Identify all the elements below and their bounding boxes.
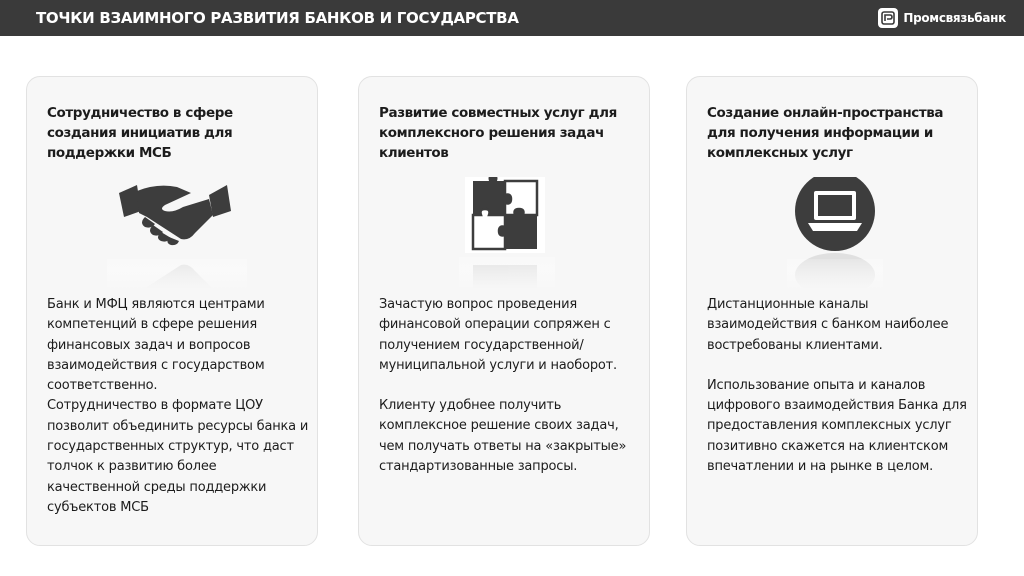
header-bar	[0, 0, 1024, 36]
card-paragraph: Использование опыта и каналов цифрового взаимодействия Банка для предоставления комплексных услуг позитивно скажется на клиентском впечатлении и на рынке в целом.	[707, 377, 967, 475]
card-body	[47, 295, 309, 518]
card-paragraph: Банк и МФЦ являются центрами компетенций в сфере решения финансовых задач и вопросов взаимодействия с государством соответственно.	[47, 297, 265, 394]
card-paragraph: Дистанционные каналы взаимодействия с банком наиболее востребованы клиентами.	[707, 297, 949, 353]
card-paragraph: Зачастую вопрос проведения финансовой операции сопряжен с получением государственной/ муниципальной услуги и наоборот.	[379, 297, 617, 373]
card-msb-support	[26, 76, 318, 546]
laptop-icon	[687, 177, 977, 289]
brand-name: Промсвязьбанк	[903, 11, 1006, 25]
card-joint-services	[358, 76, 650, 546]
card-title: Создание онлайн-пространства для получения информации и комплексных услуг	[707, 105, 944, 161]
puzzle-icon	[359, 177, 649, 289]
brand	[878, 8, 1006, 28]
card-online-space	[686, 76, 978, 546]
card-paragraph: Клиенту удобнее получить комплексное решение своих задач, чем получать ответы на «закрытые» стандартизованные запросы.	[379, 398, 627, 475]
card-body	[379, 295, 641, 477]
card-title: Сотрудничество в сфере создания инициатив для поддержки МСБ	[47, 105, 233, 161]
card-body	[707, 295, 969, 477]
page-title: ТОЧКИ ВЗАИМНОГО РАЗВИТИЯ БАНКОВ И ГОСУДАРСТВА	[36, 9, 519, 27]
psb-logo-icon	[878, 8, 898, 28]
handshake-icon	[27, 177, 317, 289]
card-title: Развитие совместных услуг для комплексного решения задач клиентов	[379, 105, 617, 161]
card-paragraph: Сотрудничество в формате ЦОУ позволит объединить ресурсы банка и государственных структур, что даст толчок к развитию более качественной среды поддержки субъектов МСБ	[47, 398, 309, 515]
